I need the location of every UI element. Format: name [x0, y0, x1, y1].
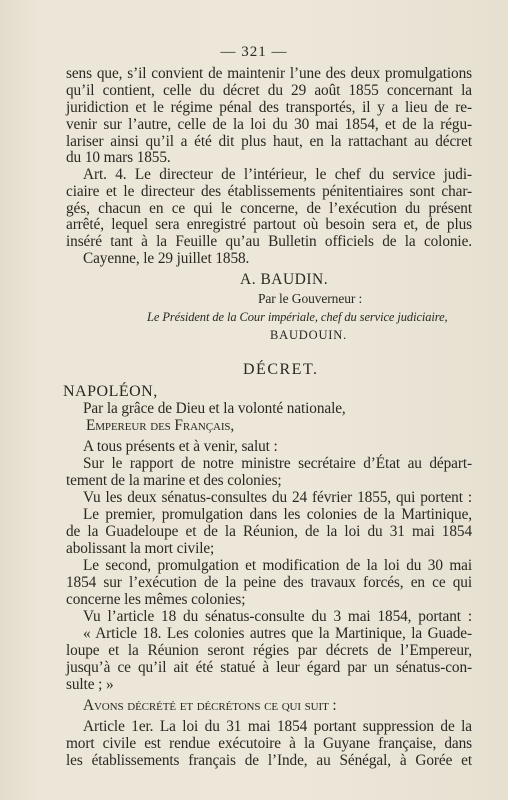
text-line: mort civile est rendue exécutoire à la Guyane française, dans: [66, 735, 472, 752]
text-line: Vu l’article 18 du sénatus-consulte du 3 mai 1854, portant :: [83, 608, 472, 625]
emperor-name: NAPOLÉON,: [63, 383, 158, 400]
text-line: Le second, promulgation et modification de la loi du 30 mai: [83, 557, 472, 574]
text-line: qu’il contient, celle du décret du 29 août 1855 concernant la: [66, 82, 472, 99]
text-line: 1854 sur l’exécution de la peine des travaux forcés, en ce qui: [66, 574, 472, 591]
text-line: arrêté, lequel sera enregistré partout où besoin sera et, de plus: [66, 216, 472, 233]
text-line: Sur le rapport de notre ministre secrétaire d’État au départ-: [83, 455, 472, 472]
signature-name: A. BAUDIN.: [240, 271, 329, 288]
text-line: jusqu’à ce qu’il ait été statué à leur égard par un sénatus-con-: [66, 659, 472, 676]
text-line: sulte ; »: [66, 676, 114, 693]
text-line: « Article 18. Les colonies autres que la Martinique, la Guade-: [83, 625, 472, 642]
text-line: Le premier, promulgation dans les colonies de la Martinique,: [83, 506, 472, 523]
text-line: abolissant la mort civile;: [66, 540, 215, 557]
text-line: les établissements français de l’Inde, au Sénégal, à Gorée et: [66, 752, 472, 769]
text-line: venir sur l’autre, celle de la loi du 30 mai 1854, et de la régu-: [66, 116, 472, 133]
text-line: inséré tant à la Feuille qu’au Bulletin officiels de la colonie.: [66, 233, 472, 250]
text-line: gés, chacun en ce qui le concerne, de l’exécution du présent: [66, 200, 472, 217]
text-line: loupe et la Réunion seront régies par décrets de l’Empereur,: [66, 642, 472, 659]
text-line: ciaire et le directeur des établissements pénitentiaires sont char-: [66, 183, 472, 200]
article-1-line: Article 1er. La loi du 31 mai 1854 portant suppression de la: [83, 718, 472, 735]
text-line: Vu les deux sénatus-consultes du 24 février 1855, qui portent :: [83, 489, 472, 506]
text-line: de la Guadeloupe et de la Réunion, de la loi du 31 mai 1854: [66, 523, 472, 540]
text-line: lariser ainsi qu’il a été dit plus haut, en la rattachant au décret: [66, 133, 472, 150]
emperor-title: Empereur des Français,: [86, 417, 235, 434]
page-number: — 321 —: [220, 44, 288, 60]
grace-line: Par la grâce de Dieu et la volonté nationale,: [83, 400, 346, 417]
signature-by: Par le Gouverneur :: [258, 291, 363, 306]
signature-title: Le Président de la Cour impériale, chef du service judiciaire,: [147, 310, 448, 324]
text-line: du 10 mars 1855.: [66, 149, 171, 166]
text-line: sens que, s’il convient de maintenir l’une des deux promulgations: [66, 65, 472, 82]
avons-decrete-line: Avons décrété et décrétons ce qui suit :: [83, 697, 337, 714]
text-line: concerne les mêmes colonies;: [66, 591, 246, 608]
decree-heading: DÉCRET.: [243, 361, 319, 378]
text-line: juridiction et le régime pénal des transportés, il y a lieu de re-: [66, 99, 472, 116]
place-date: Cayenne, le 29 juillet 1858.: [83, 250, 250, 267]
article-4-line: Art. 4. Le directeur de l’intérieur, le chef du service judi-: [83, 166, 472, 183]
text-line: tement de la marine et des colonies;: [66, 472, 282, 489]
salut-line: A tous présents et à venir, salut :: [83, 438, 278, 455]
signature-name-2: BAUDOUIN.: [270, 328, 347, 342]
